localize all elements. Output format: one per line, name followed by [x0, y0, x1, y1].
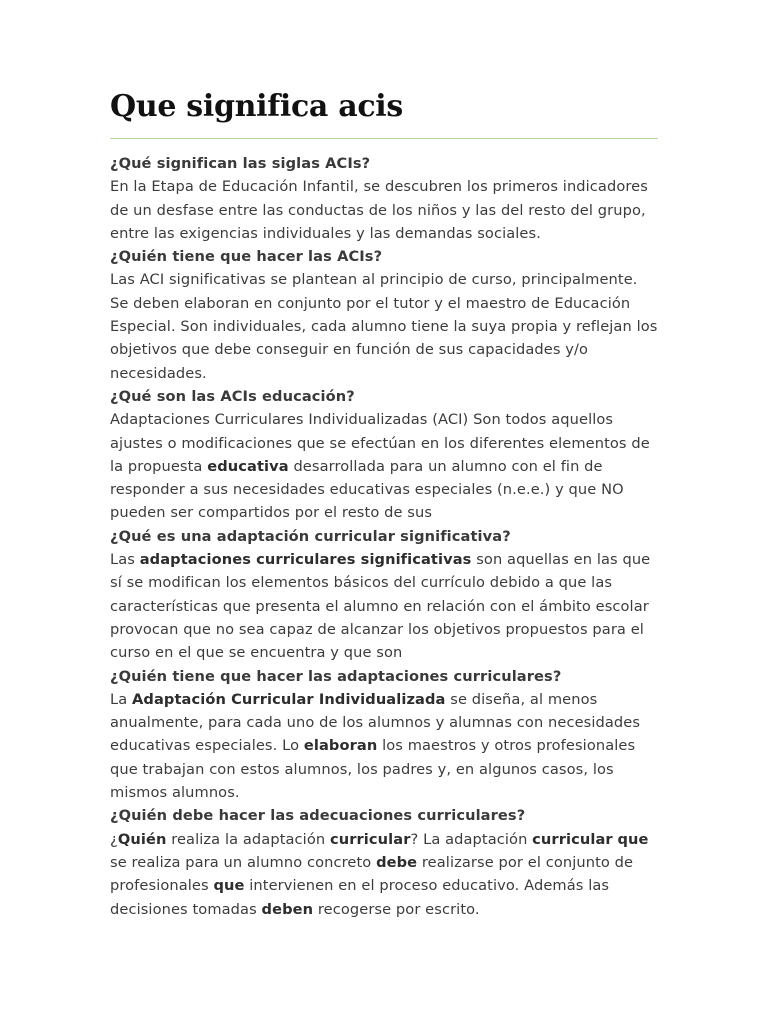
question-heading: ¿Qué son las ACIs educación?	[110, 387, 355, 405]
page-title: Que significa acis	[110, 89, 403, 124]
answer-text: La	[110, 690, 133, 708]
answer-text: los maestros y otros profesionales que trabajan con estos alumnos, los padres y, en algunos casos, los mismos alumnos.	[110, 737, 636, 802]
answer-text: Las	[110, 551, 140, 569]
answer-text: recogerse por escrito.	[313, 900, 480, 918]
answer-text: intervienen en el proceso educativo. Además las decisiones tomadas	[110, 877, 610, 918]
answer-paragraph	[110, 548, 658, 664]
answer-text: desarrollada para un alumno con el fin de responder a sus necesidades educativas especiales (n.e.e.) y que NO pueden ser compartidos por el resto de sus	[110, 457, 624, 522]
question-heading: ¿Qué significan las siglas ACIs?	[110, 155, 371, 172]
answer-text: ? La adaptación	[410, 830, 533, 848]
title-divider	[110, 138, 658, 139]
answer-text: son aquellas en las que sí se modifican los elementos básicos del currículo debido a que las características que presenta el alumno en relación con el ámbito escolar provocan que no sea capaz de alcanzar los objetivos propuestos para el curso en el que se encuentra y que son	[110, 551, 651, 662]
answer-text: realizarse por el conjunto de profesionales	[110, 853, 634, 895]
question-heading: ¿Quién debe hacer las adecuaciones curriculares?	[110, 807, 526, 825]
answer-paragraph	[110, 408, 658, 524]
answer-emphasis: adaptaciones curriculares significativas	[139, 551, 472, 569]
answer-text: realiza la adaptación	[166, 830, 330, 848]
article	[110, 88, 658, 921]
answer-emphasis: debe	[376, 853, 418, 871]
answer-emphasis: Adaptación Curricular Individualizada	[132, 690, 446, 708]
answer-text: Adaptaciones Curriculares Individualizadas (ACI) Son todos aquellos ajustes o modificaciones que se efectúan en los diferentes elementos de la propuesta	[110, 411, 650, 475]
answer-text: se realiza para un alumno concreto	[110, 853, 377, 871]
answer-paragraph: En la Etapa de Educación Infantil, se descubren los primeros indicadores de un desfase entre las conductas de los niños y las del resto del grupo, entre las exigencias individuales y las demandas sociales.	[110, 178, 648, 242]
question-heading: ¿Quién tiene que hacer las adaptaciones curriculares?	[110, 667, 562, 685]
answer-emphasis: curricular	[329, 830, 411, 848]
answer-text: ¿	[110, 830, 118, 848]
article-body	[110, 152, 658, 921]
answer-emphasis: que	[213, 877, 245, 895]
answer-paragraph: Las ACI significativas se plantean al principio de curso, principalmente. Se deben elaboran en conjunto por el tutor y el maestro de Educación Especial. Son individuales, cada alumno tiene la suya propia y reflejan los objetivos que debe conseguir en función de sus capacidades y/o necesidades.	[110, 271, 658, 382]
question-heading: ¿Quién tiene que hacer las ACIs?	[110, 248, 383, 266]
answer-emphasis: deben	[261, 900, 314, 918]
answer-emphasis: educativa	[207, 457, 289, 475]
answer-text: se diseña, al menos anualmente, para cada uno de los alumnos y alumnas con necesidades educativas especiales. Lo	[110, 690, 641, 755]
answer-paragraph	[110, 828, 658, 921]
answer-paragraph	[110, 688, 658, 804]
question-heading: ¿Qué es una adaptación curricular significativa?	[110, 527, 511, 545]
answer-emphasis: elaboran	[303, 737, 378, 755]
answer-emphasis: curricular	[532, 830, 613, 848]
answer-emphasis: Quién	[117, 830, 167, 848]
answer-emphasis: que	[617, 830, 649, 848]
